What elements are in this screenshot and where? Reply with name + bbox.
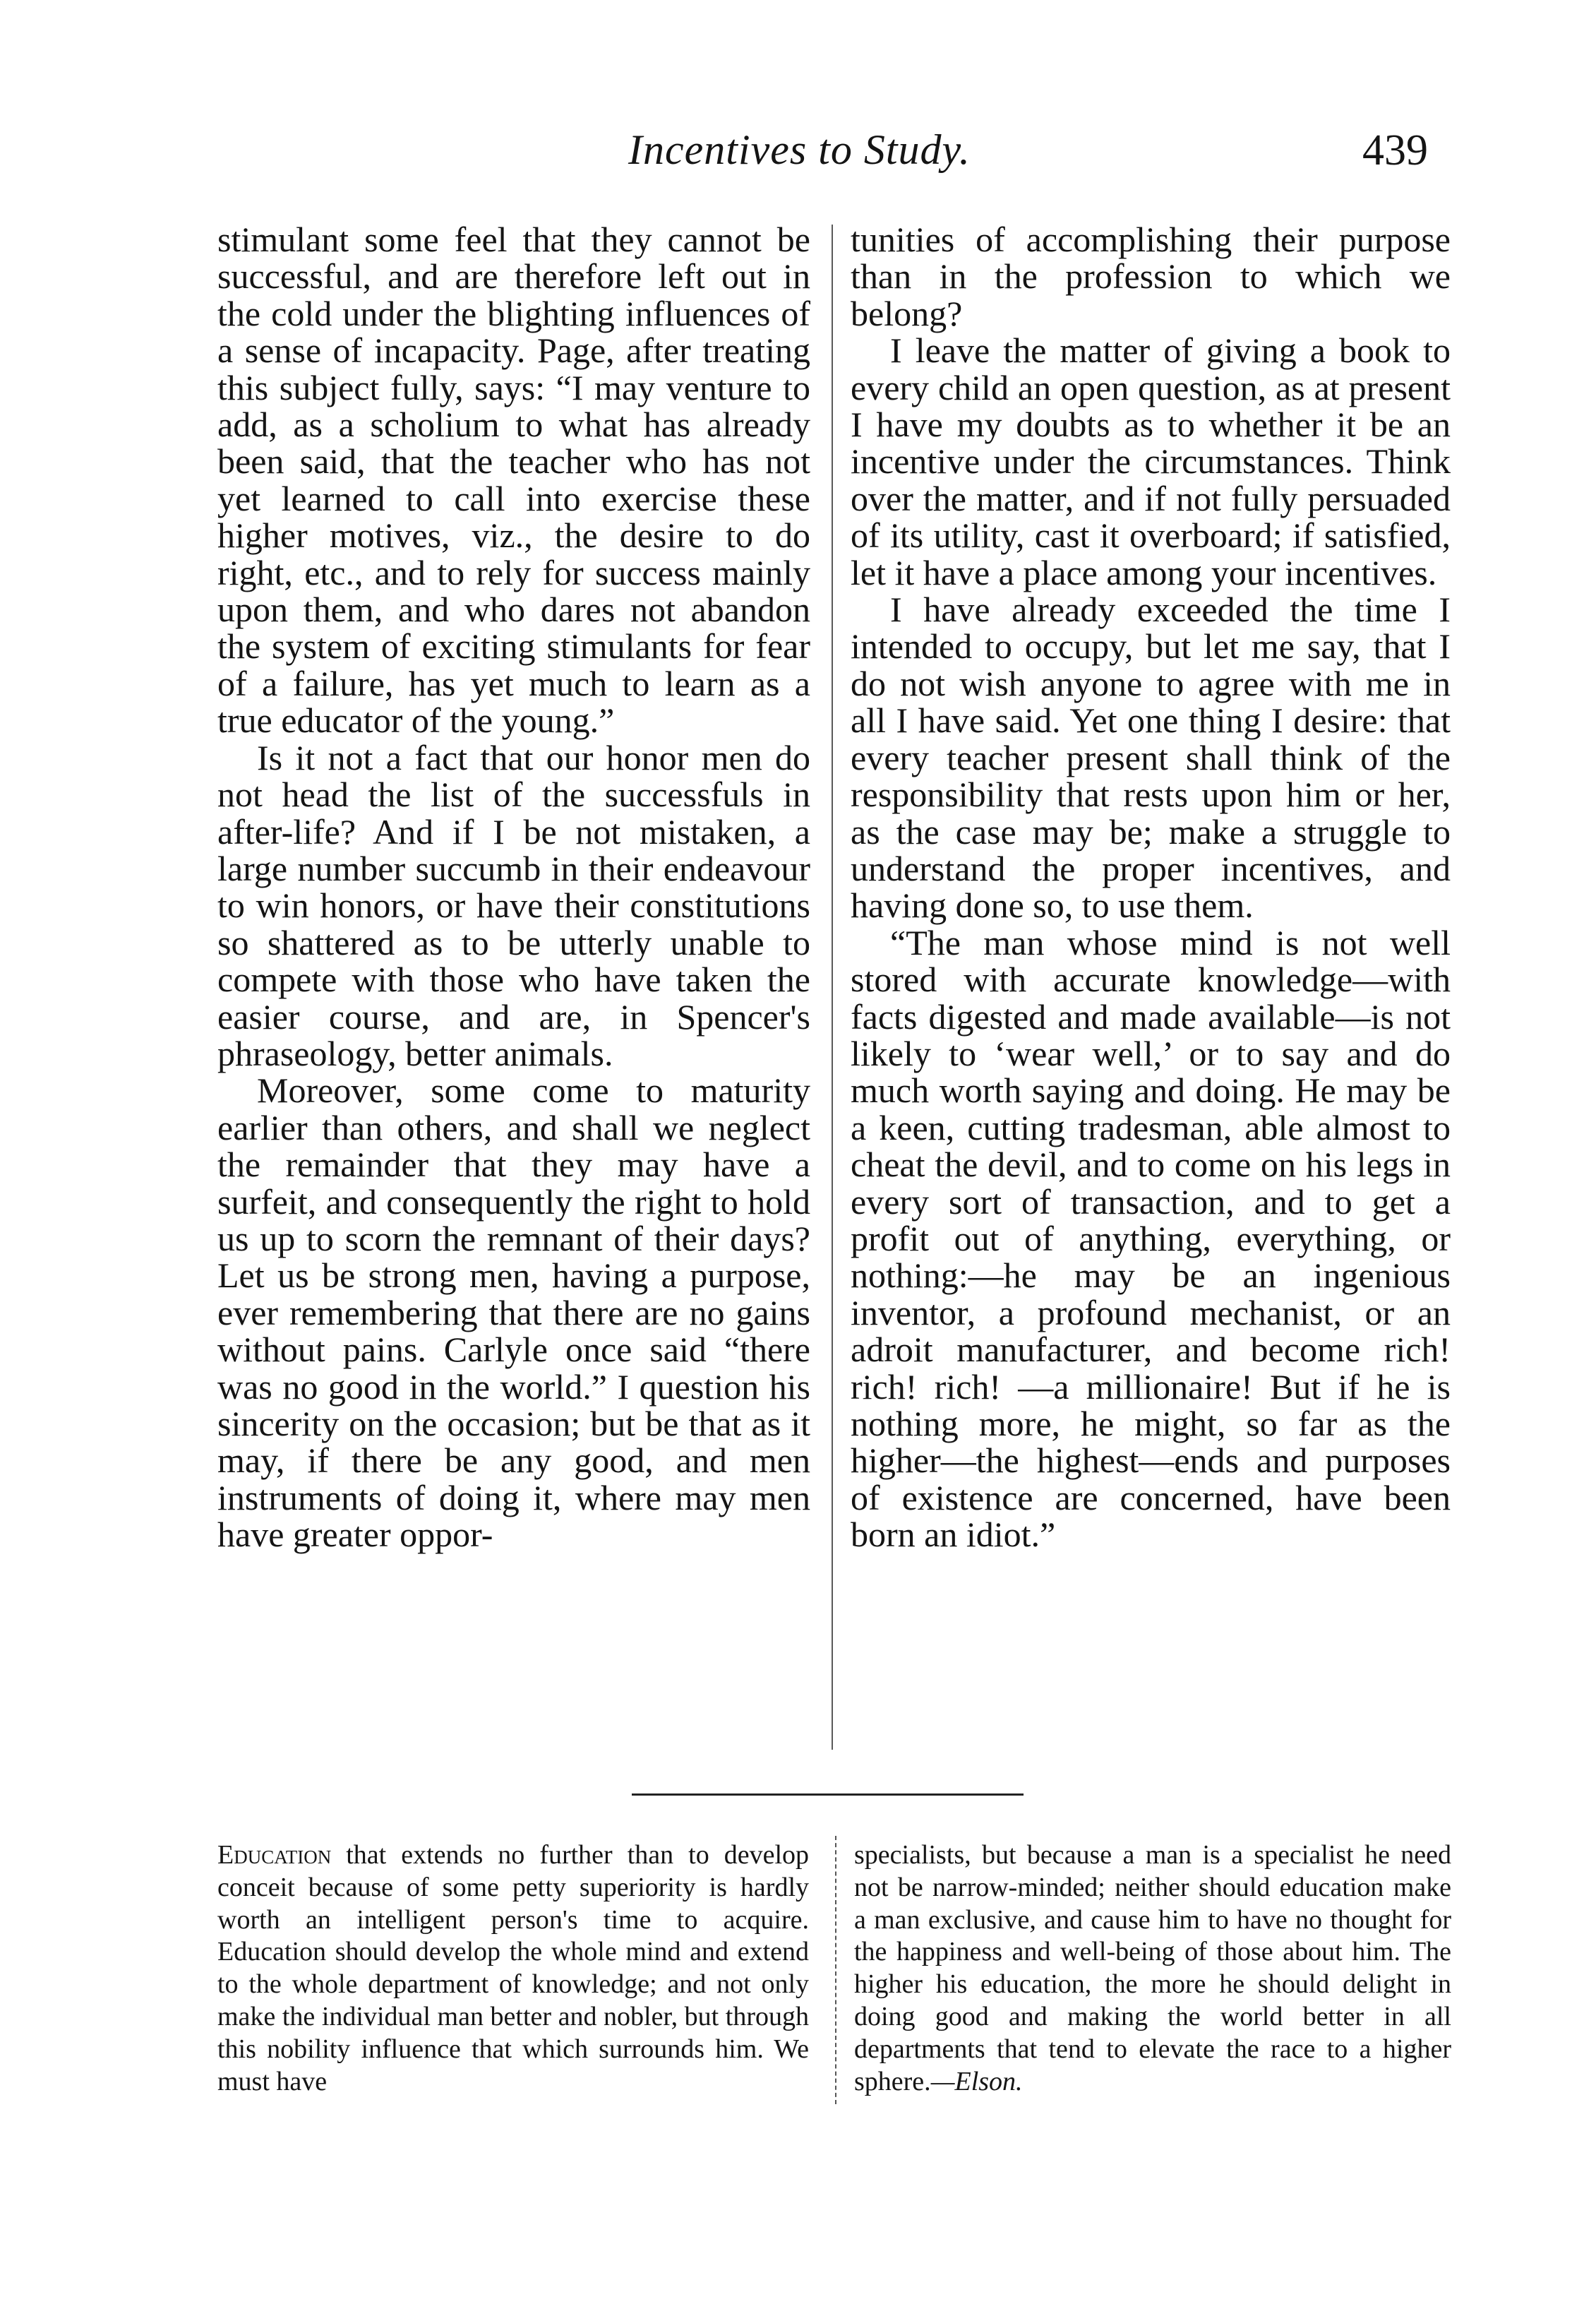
right-paragraph-4: “The man whose mind is not well stored with accurate knowledge—with facts digested and made available—is not likely to ‘wear well,’ or to say and do much worth saying and doing. He may be a keen, cutting tradesman, able almost to cheat the devil, and to come on his legs in every sort of transaction, and to get a profit out of anything, everything, or nothing:—he may be an ingenious inventor, a profound mechanist, or an adroit manufacturer, and become rich! rich! rich! —a millionaire! But if he is nothing more, he might, so far as the higher—the highest—ends and purposes of existence are concerned, have been born an idiot.”: [851, 922, 1451, 1555]
footnote-left-text: that extends no further than to develop conceit because of some petty superiority is hardly worth an intelligent person's time to acquire. Education should develop the whole mind and extend to the whole department of knowledge; and not only make the individual man better and nobler, but through this nobility influence that which surrounds him. We must have: [217, 1840, 809, 2096]
footnote-attribution: —Elson.: [930, 2066, 1023, 2096]
section-divider: [632, 1793, 1024, 1796]
page-number: 439: [1362, 126, 1428, 174]
footnote-column-divider: [835, 1836, 836, 2104]
left-paragraph-2: Is it not a fact that our honor men do not head the list of the successfuls in after-life? And if I be not mistaken, a large number succumb in their endeavour to win honors, or have their constitutions so shattered as to be utterly unable to compete with those who have taken the easier course, and are, in Spencer's phraseology, better animals.: [217, 737, 810, 1073]
footnote-left-paragraph: [217, 1839, 809, 2098]
left-column: [217, 221, 810, 1553]
running-title: Incentives to Study.: [628, 126, 971, 173]
column-divider: [832, 225, 833, 1750]
left-paragraph-3: Moreover, some come to maturity earlier than others, and shall we neglect the remainder that they may have a surfeit, and consequently the right to hold us up to scorn the remnant of their days? Let us be strong men, having a purpose, ever remembering that there are no gains without pains. Carlyle once said “there was no good in the world.” I question his sincerity on the occasion; but be that as it may, if there be any good, and men instruments of doing it, where may men have greater oppor-: [217, 1070, 810, 1555]
footnote-right-paragraph: [854, 1839, 1451, 2098]
right-paragraph-2: I leave the matter of giving a book to every child an open question, as at present I have my doubts as to whether it be an incentive under the circumstances. Think over the matter, and if not fully persuaded of its utility, cast it overboard; if satisfied, let it have a place among your incentives.: [851, 330, 1451, 592]
footnote-lead-word: Education: [217, 1840, 332, 1870]
footnote-left-column: [217, 1839, 809, 2098]
footnote-right-text: specialists, but because a man is a specialist he need not be narrow-minded; neither should education make a man exclusive, and cause him to have no thought for the happiness and well-being of those about him. The higher his education, the more he should delight in doing good and making the world better in all departments that tend to elevate the race to a higher sphere.: [854, 1840, 1451, 2096]
left-paragraph-1: stimulant some feel that they cannot be successful, and are therefore left out in the cold under the blighting influences of a sense of incapacity. Page, after treating this subject fully, says: “I may venture to add, as a scholium to what has already been said, that the teacher who has not yet learned to call into exercise these higher motives, viz., the desire to do right, etc., and to rely for success mainly upon them, and who dares not abandon the system of exciting stimulants for fear of a failure, has yet much to learn as a true educator of the young.”: [217, 220, 810, 741]
right-paragraph-1: tunities of accomplishing their purpose than in the profession to which we belong?: [851, 220, 1451, 333]
right-paragraph-3: I have already exceeded the time I intended to occupy, but let me say, that I do not wish anyone to agree with me in all I have said. Yet one thing I desire: that every teacher present shall think of the responsibility that rests upon him or her, as the case may be; make a struggle to understand the proper incentives, and having done so, to use them.: [851, 590, 1451, 926]
footnote-right-column: [854, 1839, 1451, 2098]
right-column: [851, 221, 1451, 1553]
